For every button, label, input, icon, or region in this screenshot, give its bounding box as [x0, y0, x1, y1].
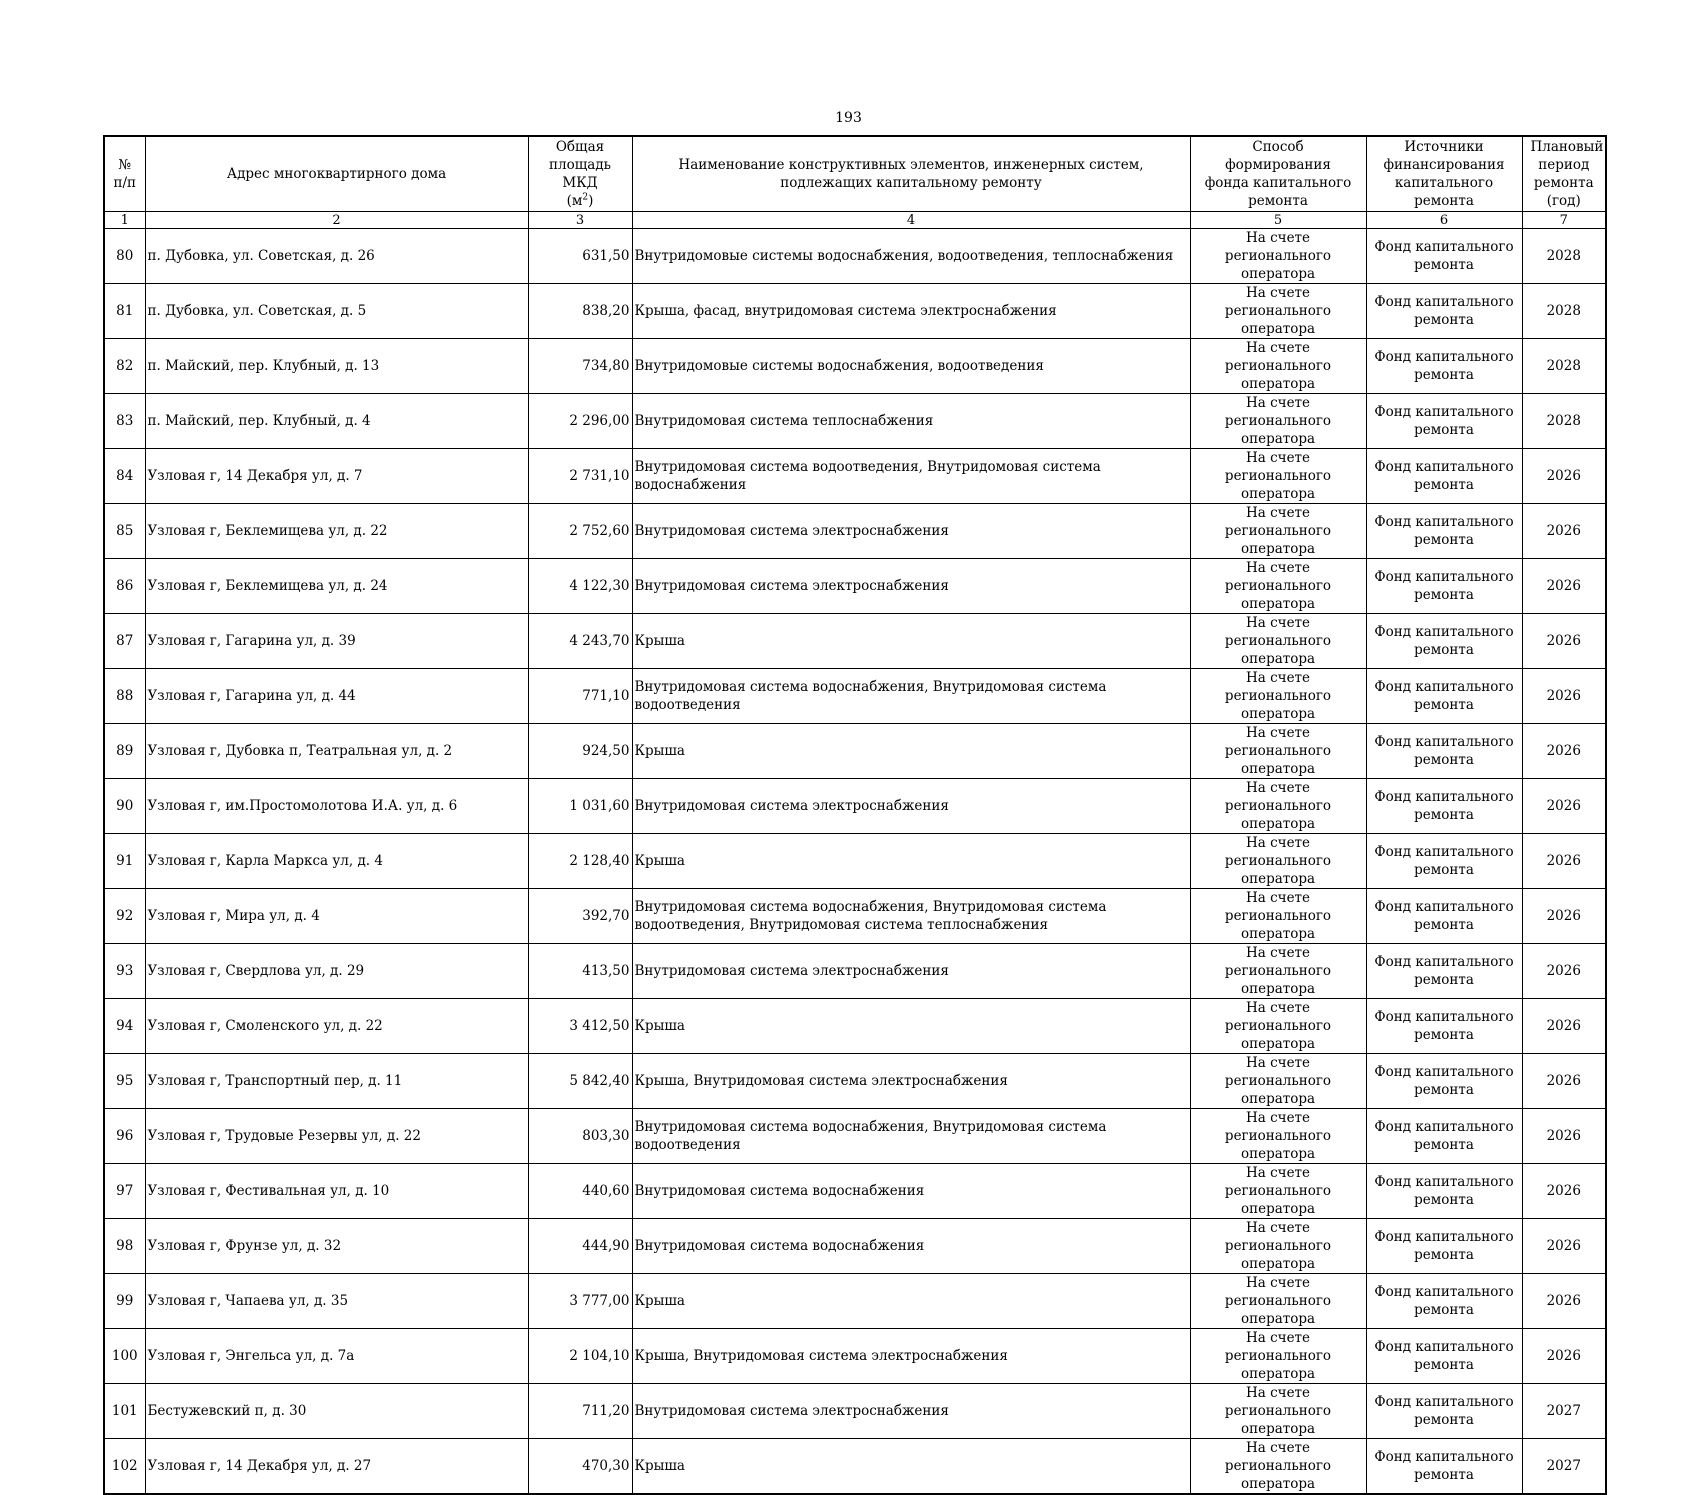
row-elements: Внутридомовая система электроснабжения [632, 779, 1190, 834]
row-fund-method: На счете регионального оператора [1190, 1054, 1366, 1109]
page-number: 193 [835, 110, 862, 126]
header-number-line2: п/п [113, 175, 137, 191]
row-area: 711,20 [528, 1384, 632, 1439]
row-number: 82 [104, 339, 145, 394]
column-number-7: 7 [1522, 212, 1606, 229]
row-elements: Внутридомовые системы водоснабжения, водоотведения [632, 339, 1190, 394]
row-area: 413,50 [528, 944, 632, 999]
row-number: 90 [104, 779, 145, 834]
row-address: п. Дубовка, ул. Советская, д. 26 [145, 229, 528, 284]
row-elements: Крыша [632, 1274, 1190, 1329]
row-area: 2 128,40 [528, 834, 632, 889]
row-number: 91 [104, 834, 145, 889]
row-address: Узловая г, Гагарина ул, д. 39 [145, 614, 528, 669]
row-fund-method: На счете регионального оператора [1190, 1109, 1366, 1164]
row-number: 102 [104, 1439, 145, 1495]
row-elements: Внутридомовая система теплоснабжения [632, 394, 1190, 449]
table-row [104, 284, 1606, 339]
row-area: 392,70 [528, 889, 632, 944]
row-address: Бестужевский п, д. 30 [145, 1384, 528, 1439]
header-area [528, 136, 632, 212]
row-number: 97 [104, 1164, 145, 1219]
row-address: Узловая г, Беклемищева ул, д. 22 [145, 504, 528, 559]
header-area-unit-sup: 2 [582, 192, 589, 203]
row-planned-year: 2026 [1522, 1164, 1606, 1219]
row-fund-method: На счете регионального оператора [1190, 449, 1366, 504]
row-funding-source: Фонд капитального ремонта [1366, 944, 1522, 999]
row-address: Узловая г, Гагарина ул, д. 44 [145, 669, 528, 724]
header-fund-method: Способ формирования фонда капитального ремонта [1190, 136, 1366, 212]
row-funding-source: Фонд капитального ремонта [1366, 614, 1522, 669]
column-number-6: 6 [1366, 212, 1522, 229]
row-number: 95 [104, 1054, 145, 1109]
column-number-5: 5 [1190, 212, 1366, 229]
row-elements: Внутридомовая система электроснабжения [632, 944, 1190, 999]
row-planned-year: 2026 [1522, 614, 1606, 669]
header-number [104, 136, 145, 212]
row-fund-method: На счете регионального оператора [1190, 1219, 1366, 1274]
row-number: 87 [104, 614, 145, 669]
header-funding-source: Источники финансирования капитального ремонта [1366, 136, 1522, 212]
row-funding-source: Фонд капитального ремонта [1366, 449, 1522, 504]
row-address: Узловая г, 14 Декабря ул, д. 27 [145, 1439, 528, 1495]
row-planned-year: 2026 [1522, 1329, 1606, 1384]
table-row [104, 1439, 1606, 1495]
row-area: 4 122,30 [528, 559, 632, 614]
row-address: Узловая г, им.Простомолотова И.А. ул, д. 6 [145, 779, 528, 834]
row-planned-year: 2028 [1522, 284, 1606, 339]
row-planned-year: 2028 [1522, 229, 1606, 284]
row-funding-source: Фонд капитального ремонта [1366, 394, 1522, 449]
header-area-unit-close: ) [588, 193, 594, 209]
table-row [104, 1329, 1606, 1384]
row-funding-source: Фонд капитального ремонта [1366, 559, 1522, 614]
row-funding-source: Фонд капитального ремонта [1366, 834, 1522, 889]
row-elements: Крыша, Внутридомовая система электроснабжения [632, 1329, 1190, 1384]
row-fund-method: На счете регионального оператора [1190, 889, 1366, 944]
row-funding-source: Фонд капитального ремонта [1366, 1219, 1522, 1274]
row-funding-source: Фонд капитального ремонта [1366, 724, 1522, 779]
row-number: 83 [104, 394, 145, 449]
table-row [104, 229, 1606, 284]
row-planned-year: 2026 [1522, 724, 1606, 779]
row-funding-source: Фонд капитального ремонта [1366, 1329, 1522, 1384]
table-row [104, 669, 1606, 724]
row-address: Узловая г, Мира ул, д. 4 [145, 889, 528, 944]
row-area: 2 104,10 [528, 1329, 632, 1384]
row-number: 94 [104, 999, 145, 1054]
row-elements: Крыша [632, 614, 1190, 669]
row-number: 89 [104, 724, 145, 779]
table-row [104, 339, 1606, 394]
row-fund-method: На счете регионального оператора [1190, 999, 1366, 1054]
row-elements: Внутридомовая система водоснабжения, Внутридомовая система водоотведения [632, 1109, 1190, 1164]
row-area: 2 731,10 [528, 449, 632, 504]
header-area-line2: площадь МКД [549, 157, 611, 191]
row-elements: Внутридомовая система водоснабжения [632, 1164, 1190, 1219]
table-row [104, 504, 1606, 559]
table-row [104, 449, 1606, 504]
row-planned-year: 2027 [1522, 1439, 1606, 1495]
row-number: 86 [104, 559, 145, 614]
row-number: 101 [104, 1384, 145, 1439]
row-planned-year: 2026 [1522, 504, 1606, 559]
row-number: 100 [104, 1329, 145, 1384]
row-planned-year: 2026 [1522, 1054, 1606, 1109]
row-elements: Крыша [632, 1439, 1190, 1495]
row-area: 3 777,00 [528, 1274, 632, 1329]
row-funding-source: Фонд капитального ремонта [1366, 999, 1522, 1054]
table-row [104, 999, 1606, 1054]
row-fund-method: На счете регионального оператора [1190, 779, 1366, 834]
row-fund-method: На счете регионального оператора [1190, 1164, 1366, 1219]
row-planned-year: 2026 [1522, 779, 1606, 834]
row-elements: Внутридомовая система водоотведения, Внутридомовая система водоснабжения [632, 449, 1190, 504]
row-funding-source: Фонд капитального ремонта [1366, 1384, 1522, 1439]
row-address: Узловая г, Карла Маркса ул, д. 4 [145, 834, 528, 889]
row-planned-year: 2028 [1522, 394, 1606, 449]
row-planned-year: 2026 [1522, 889, 1606, 944]
table-body [104, 229, 1606, 1495]
row-planned-year: 2026 [1522, 834, 1606, 889]
row-address: Узловая г, Фрунзе ул, д. 32 [145, 1219, 528, 1274]
repair-program-table [103, 135, 1607, 1495]
table-row [104, 1054, 1606, 1109]
row-funding-source: Фонд капитального ремонта [1366, 1054, 1522, 1109]
row-fund-method: На счете регионального оператора [1190, 1439, 1366, 1495]
row-fund-method: На счете регионального оператора [1190, 1384, 1366, 1439]
table-row [104, 889, 1606, 944]
row-planned-year: 2026 [1522, 944, 1606, 999]
row-fund-method: На счете регионального оператора [1190, 284, 1366, 339]
table-row [104, 779, 1606, 834]
row-address: Узловая г, Чапаева ул, д. 35 [145, 1274, 528, 1329]
row-area: 924,50 [528, 724, 632, 779]
row-number: 84 [104, 449, 145, 504]
row-area: 771,10 [528, 669, 632, 724]
row-address: Узловая г, Трудовые Резервы ул, д. 22 [145, 1109, 528, 1164]
row-funding-source: Фонд капитального ремонта [1366, 284, 1522, 339]
row-area: 444,90 [528, 1219, 632, 1274]
row-planned-year: 2026 [1522, 1219, 1606, 1274]
row-elements: Крыша, фасад, внутридомовая система электроснабжения [632, 284, 1190, 339]
row-funding-source: Фонд капитального ремонта [1366, 504, 1522, 559]
row-fund-method: На счете регионального оператора [1190, 1329, 1366, 1384]
row-area: 3 412,50 [528, 999, 632, 1054]
table-row [104, 1109, 1606, 1164]
row-address: Узловая г, Свердлова ул, д. 29 [145, 944, 528, 999]
row-address: Узловая г, Фестивальная ул, д. 10 [145, 1164, 528, 1219]
table-row [104, 944, 1606, 999]
row-fund-method: На счете регионального оператора [1190, 724, 1366, 779]
table-row [104, 394, 1606, 449]
row-area: 440,60 [528, 1164, 632, 1219]
row-planned-year: 2026 [1522, 999, 1606, 1054]
row-address: п. Майский, пер. Клубный, д. 4 [145, 394, 528, 449]
row-elements: Внутридомовая система водоснабжения, Внутридомовая система водоотведения, Внутридомовая система теплоснабжения [632, 889, 1190, 944]
row-number: 96 [104, 1109, 145, 1164]
header-planned-year: Плановый период ремонта (год) [1522, 136, 1606, 212]
header-elements: Наименование конструктивных элементов, инженерных систем, подлежащих капитальному ремонту [632, 136, 1190, 212]
table-row [104, 1274, 1606, 1329]
row-number: 85 [104, 504, 145, 559]
row-funding-source: Фонд капитального ремонта [1366, 1109, 1522, 1164]
row-area: 803,30 [528, 1109, 632, 1164]
row-elements: Внутридомовые системы водоснабжения, водоотведения, теплоснабжения [632, 229, 1190, 284]
row-planned-year: 2026 [1522, 1274, 1606, 1329]
row-area: 2 296,00 [528, 394, 632, 449]
table-row [104, 1384, 1606, 1439]
row-fund-method: На счете регионального оператора [1190, 1274, 1366, 1329]
row-number: 88 [104, 669, 145, 724]
row-planned-year: 2026 [1522, 559, 1606, 614]
row-number: 80 [104, 229, 145, 284]
row-funding-source: Фонд капитального ремонта [1366, 889, 1522, 944]
row-address: Узловая г, Дубовка п, Театральная ул, д. 2 [145, 724, 528, 779]
row-address: Узловая г, Смоленского ул, д. 22 [145, 999, 528, 1054]
table-row [104, 1219, 1606, 1274]
row-fund-method: На счете регионального оператора [1190, 339, 1366, 394]
row-funding-source: Фонд капитального ремонта [1366, 1164, 1522, 1219]
row-area: 734,80 [528, 339, 632, 394]
table-row [104, 724, 1606, 779]
row-elements: Внутридомовая система электроснабжения [632, 559, 1190, 614]
row-area: 2 752,60 [528, 504, 632, 559]
row-area: 4 243,70 [528, 614, 632, 669]
header-area-unit: (м [566, 193, 583, 209]
row-address: п. Дубовка, ул. Советская, д. 5 [145, 284, 528, 339]
row-address: Узловая г, Беклемищева ул, д. 24 [145, 559, 528, 614]
row-area: 1 031,60 [528, 779, 632, 834]
row-fund-method: На счете регионального оператора [1190, 944, 1366, 999]
row-area: 470,30 [528, 1439, 632, 1495]
column-number-1: 1 [104, 212, 145, 229]
row-elements: Крыша [632, 999, 1190, 1054]
row-fund-method: На счете регионального оператора [1190, 559, 1366, 614]
row-elements: Внутридомовая система водоснабжения [632, 1219, 1190, 1274]
row-funding-source: Фонд капитального ремонта [1366, 1439, 1522, 1495]
row-fund-method: На счете регионального оператора [1190, 669, 1366, 724]
row-funding-source: Фонд капитального ремонта [1366, 1274, 1522, 1329]
table-row [104, 559, 1606, 614]
row-fund-method: На счете регионального оператора [1190, 394, 1366, 449]
row-area: 631,50 [528, 229, 632, 284]
header-area-line1: Общая [555, 139, 605, 155]
column-number-2: 2 [145, 212, 528, 229]
row-number: 99 [104, 1274, 145, 1329]
column-number-row [104, 212, 1606, 229]
row-elements: Крыша, Внутридомовая система электроснабжения [632, 1054, 1190, 1109]
row-planned-year: 2026 [1522, 669, 1606, 724]
row-elements: Крыша [632, 724, 1190, 779]
row-address: Узловая г, 14 Декабря ул, д. 7 [145, 449, 528, 504]
table-header-row [104, 136, 1606, 212]
row-planned-year: 2028 [1522, 339, 1606, 394]
row-funding-source: Фонд капитального ремонта [1366, 229, 1522, 284]
row-planned-year: 2027 [1522, 1384, 1606, 1439]
row-elements: Внутридомовая система электроснабжения [632, 1384, 1190, 1439]
row-area: 5 842,40 [528, 1054, 632, 1109]
table-row [104, 1164, 1606, 1219]
row-fund-method: На счете регионального оператора [1190, 834, 1366, 889]
row-fund-method: На счете регионального оператора [1190, 229, 1366, 284]
row-number: 92 [104, 889, 145, 944]
row-address: Узловая г, Транспортный пер, д. 11 [145, 1054, 528, 1109]
column-number-4: 4 [632, 212, 1190, 229]
row-fund-method: На счете регионального оператора [1190, 614, 1366, 669]
row-elements: Внутридомовая система водоснабжения, Внутридомовая система водоотведения [632, 669, 1190, 724]
row-number: 93 [104, 944, 145, 999]
row-address: п. Майский, пер. Клубный, д. 13 [145, 339, 528, 394]
table-row [104, 614, 1606, 669]
row-elements: Крыша [632, 834, 1190, 889]
row-address: Узловая г, Энгельса ул, д. 7а [145, 1329, 528, 1384]
table-row [104, 834, 1606, 889]
row-number: 98 [104, 1219, 145, 1274]
column-number-3: 3 [528, 212, 632, 229]
row-funding-source: Фонд капитального ремонта [1366, 669, 1522, 724]
header-number-line1: № [118, 157, 132, 173]
row-funding-source: Фонд капитального ремонта [1366, 339, 1522, 394]
row-fund-method: На счете регионального оператора [1190, 504, 1366, 559]
row-planned-year: 2026 [1522, 1109, 1606, 1164]
header-address: Адрес многоквартирного дома [145, 136, 528, 212]
row-planned-year: 2026 [1522, 449, 1606, 504]
row-number: 81 [104, 284, 145, 339]
row-funding-source: Фонд капитального ремонта [1366, 779, 1522, 834]
row-area: 838,20 [528, 284, 632, 339]
row-elements: Внутридомовая система электроснабжения [632, 504, 1190, 559]
